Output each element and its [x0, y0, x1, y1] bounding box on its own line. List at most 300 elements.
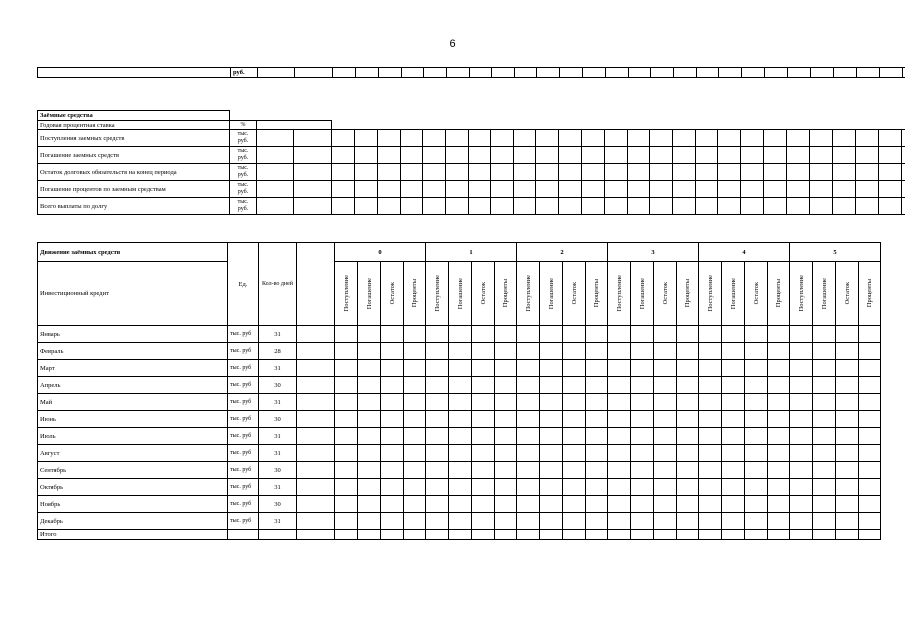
empty-cell[interactable] — [514, 181, 536, 198]
empty-cell[interactable] — [378, 164, 401, 181]
empty-cell[interactable] — [381, 496, 404, 513]
empty-cell[interactable] — [741, 147, 764, 164]
empty-cell[interactable] — [810, 181, 833, 198]
empty-cell[interactable] — [358, 428, 381, 445]
empty-cell[interactable] — [517, 462, 540, 479]
empty-cell[interactable] — [446, 198, 469, 215]
empty-cell[interactable] — [768, 343, 790, 360]
empty-cell[interactable] — [335, 496, 358, 513]
empty-cell[interactable] — [768, 360, 790, 377]
empty-cell[interactable] — [654, 428, 677, 445]
empty-cell[interactable] — [879, 198, 902, 215]
empty-cell[interactable] — [859, 394, 881, 411]
empty-cell[interactable] — [469, 198, 491, 215]
empty-cell[interactable] — [699, 326, 722, 343]
empty-cell[interactable] — [517, 479, 540, 496]
empty-cell[interactable] — [654, 479, 677, 496]
empty-cell[interactable] — [859, 462, 881, 479]
empty-cell[interactable] — [813, 496, 836, 513]
empty-cell[interactable] — [426, 428, 449, 445]
empty-cell[interactable] — [446, 130, 469, 147]
empty-cell[interactable] — [449, 360, 472, 377]
empty-cell[interactable] — [697, 68, 719, 78]
empty-cell[interactable] — [654, 496, 677, 513]
empty-cell[interactable] — [381, 428, 404, 445]
empty-cell[interactable] — [426, 462, 449, 479]
empty-cell[interactable] — [722, 343, 745, 360]
empty-cell[interactable] — [654, 530, 677, 540]
empty-cell[interactable] — [332, 130, 355, 147]
empty-cell[interactable] — [335, 377, 358, 394]
empty-cell[interactable] — [790, 343, 813, 360]
empty-cell[interactable] — [381, 445, 404, 462]
empty-cell[interactable] — [381, 479, 404, 496]
empty-cell[interactable] — [768, 479, 790, 496]
empty-cell[interactable] — [381, 326, 404, 343]
empty-cell[interactable] — [742, 68, 765, 78]
empty-cell[interactable] — [722, 445, 745, 462]
empty-cell[interactable] — [401, 147, 423, 164]
empty-cell[interactable] — [677, 479, 699, 496]
empty-cell[interactable] — [586, 462, 608, 479]
empty-cell[interactable] — [560, 68, 583, 78]
empty-cell[interactable] — [857, 68, 880, 78]
empty-cell[interactable] — [297, 394, 335, 411]
empty-cell[interactable] — [650, 147, 673, 164]
empty-cell[interactable] — [335, 411, 358, 428]
empty-cell[interactable] — [379, 68, 402, 78]
empty-cell[interactable] — [470, 68, 492, 78]
empty-cell[interactable] — [768, 377, 790, 394]
empty-cell[interactable] — [517, 496, 540, 513]
empty-cell[interactable] — [332, 181, 355, 198]
empty-cell[interactable] — [768, 530, 790, 540]
empty-cell[interactable] — [813, 411, 836, 428]
empty-cell[interactable] — [297, 513, 335, 530]
empty-cell[interactable] — [745, 530, 768, 540]
empty-cell[interactable] — [836, 343, 859, 360]
empty-cell[interactable] — [677, 343, 699, 360]
empty-cell[interactable] — [833, 130, 856, 147]
empty-cell[interactable] — [677, 428, 699, 445]
empty-cell[interactable] — [605, 147, 628, 164]
empty-cell[interactable] — [745, 428, 768, 445]
empty-cell[interactable] — [257, 130, 294, 147]
empty-cell[interactable] — [745, 513, 768, 530]
empty-cell[interactable] — [859, 530, 881, 540]
empty-cell[interactable] — [608, 462, 631, 479]
empty-cell[interactable] — [699, 411, 722, 428]
empty-cell[interactable] — [355, 198, 378, 215]
empty-cell[interactable] — [355, 164, 378, 181]
empty-cell[interactable] — [836, 445, 859, 462]
empty-cell[interactable] — [582, 147, 605, 164]
empty-cell[interactable] — [294, 198, 332, 215]
empty-cell[interactable] — [790, 462, 813, 479]
empty-cell[interactable] — [381, 343, 404, 360]
empty-cell[interactable] — [404, 479, 426, 496]
empty-cell[interactable] — [335, 513, 358, 530]
empty-cell[interactable] — [472, 428, 495, 445]
empty-cell[interactable] — [836, 360, 859, 377]
empty-cell[interactable] — [495, 513, 517, 530]
empty-cell[interactable] — [517, 428, 540, 445]
empty-cell[interactable] — [654, 513, 677, 530]
empty-cell[interactable] — [426, 343, 449, 360]
empty-cell[interactable] — [495, 394, 517, 411]
empty-cell[interactable] — [426, 360, 449, 377]
empty-cell[interactable] — [355, 130, 378, 147]
empty-cell[interactable] — [608, 513, 631, 530]
empty-cell[interactable] — [449, 343, 472, 360]
empty-cell[interactable] — [699, 343, 722, 360]
empty-cell[interactable] — [426, 513, 449, 530]
empty-cell[interactable] — [426, 394, 449, 411]
empty-cell[interactable] — [449, 411, 472, 428]
empty-cell[interactable] — [517, 377, 540, 394]
empty-cell[interactable] — [335, 428, 358, 445]
empty-cell[interactable] — [787, 181, 810, 198]
empty-cell[interactable] — [447, 68, 470, 78]
empty-cell[interactable] — [651, 68, 674, 78]
empty-cell[interactable] — [586, 411, 608, 428]
empty-cell[interactable] — [426, 445, 449, 462]
empty-cell[interactable] — [356, 68, 379, 78]
empty-cell[interactable] — [449, 326, 472, 343]
empty-cell[interactable] — [586, 360, 608, 377]
empty-cell[interactable] — [836, 479, 859, 496]
empty-cell[interactable] — [259, 530, 297, 540]
empty-cell[interactable] — [673, 198, 696, 215]
empty-cell[interactable] — [813, 462, 836, 479]
empty-cell[interactable] — [472, 496, 495, 513]
empty-cell[interactable] — [517, 394, 540, 411]
empty-cell[interactable] — [628, 164, 650, 181]
empty-cell[interactable] — [495, 496, 517, 513]
empty-cell[interactable] — [401, 130, 423, 147]
empty-cell[interactable] — [813, 513, 836, 530]
empty-cell[interactable] — [404, 462, 426, 479]
rate-value-cell[interactable] — [257, 121, 332, 130]
empty-cell[interactable] — [859, 428, 881, 445]
empty-cell[interactable] — [582, 198, 605, 215]
empty-cell[interactable] — [381, 513, 404, 530]
empty-cell[interactable] — [586, 326, 608, 343]
empty-cell[interactable] — [582, 181, 605, 198]
empty-cell[interactable] — [559, 181, 582, 198]
empty-cell[interactable] — [813, 530, 836, 540]
empty-cell[interactable] — [833, 198, 856, 215]
empty-cell[interactable] — [768, 411, 790, 428]
empty-cell[interactable] — [446, 147, 469, 164]
empty-cell[interactable] — [859, 513, 881, 530]
empty-cell[interactable] — [582, 130, 605, 147]
empty-cell[interactable] — [536, 147, 559, 164]
empty-cell[interactable] — [495, 343, 517, 360]
empty-cell[interactable] — [768, 326, 790, 343]
empty-cell[interactable] — [540, 513, 563, 530]
empty-cell[interactable] — [790, 530, 813, 540]
empty-cell[interactable] — [495, 377, 517, 394]
empty-cell[interactable] — [699, 377, 722, 394]
empty-cell[interactable] — [517, 445, 540, 462]
empty-cell[interactable] — [699, 394, 722, 411]
empty-cell[interactable] — [358, 445, 381, 462]
empty-cell[interactable] — [745, 496, 768, 513]
empty-cell[interactable] — [426, 496, 449, 513]
empty-cell[interactable] — [492, 68, 515, 78]
empty-cell[interactable] — [517, 411, 540, 428]
empty-cell[interactable] — [608, 360, 631, 377]
empty-cell[interactable] — [741, 181, 764, 198]
empty-cell[interactable] — [722, 513, 745, 530]
empty-cell[interactable] — [764, 130, 787, 147]
empty-cell[interactable] — [449, 445, 472, 462]
empty-cell[interactable] — [677, 445, 699, 462]
empty-cell[interactable] — [673, 164, 696, 181]
empty-cell[interactable] — [472, 411, 495, 428]
empty-cell[interactable] — [540, 462, 563, 479]
empty-cell[interactable] — [745, 377, 768, 394]
empty-cell[interactable] — [404, 394, 426, 411]
empty-cell[interactable] — [859, 360, 881, 377]
empty-cell[interactable] — [563, 530, 586, 540]
empty-cell[interactable] — [631, 496, 654, 513]
empty-cell[interactable] — [423, 198, 446, 215]
empty-cell[interactable] — [859, 343, 881, 360]
empty-cell[interactable] — [790, 479, 813, 496]
empty-cell[interactable] — [718, 181, 741, 198]
empty-cell[interactable] — [472, 479, 495, 496]
empty-cell[interactable] — [540, 530, 563, 540]
empty-cell[interactable] — [768, 394, 790, 411]
empty-cell[interactable] — [472, 394, 495, 411]
empty-cell[interactable] — [257, 147, 294, 164]
empty-cell[interactable] — [859, 377, 881, 394]
empty-cell[interactable] — [586, 445, 608, 462]
empty-cell[interactable] — [332, 147, 355, 164]
empty-cell[interactable] — [722, 326, 745, 343]
empty-cell[interactable] — [879, 164, 902, 181]
empty-cell[interactable] — [586, 513, 608, 530]
empty-cell[interactable] — [790, 326, 813, 343]
empty-cell[interactable] — [859, 496, 881, 513]
empty-cell[interactable] — [768, 496, 790, 513]
empty-cell[interactable] — [358, 377, 381, 394]
empty-cell[interactable] — [258, 68, 295, 78]
empty-cell[interactable] — [517, 530, 540, 540]
empty-cell[interactable] — [358, 479, 381, 496]
empty-cell[interactable] — [469, 147, 491, 164]
empty-cell[interactable] — [696, 147, 718, 164]
empty-cell[interactable] — [608, 479, 631, 496]
empty-cell[interactable] — [856, 130, 879, 147]
empty-cell[interactable] — [358, 326, 381, 343]
empty-cell[interactable] — [677, 496, 699, 513]
empty-cell[interactable] — [650, 198, 673, 215]
empty-cell[interactable] — [833, 164, 856, 181]
empty-cell[interactable] — [856, 147, 879, 164]
empty-cell[interactable] — [654, 445, 677, 462]
empty-cell[interactable] — [378, 198, 401, 215]
empty-cell[interactable] — [335, 360, 358, 377]
empty-cell[interactable] — [859, 326, 881, 343]
empty-cell[interactable] — [469, 130, 491, 147]
empty-cell[interactable] — [810, 130, 833, 147]
empty-cell[interactable] — [836, 411, 859, 428]
empty-cell[interactable] — [699, 479, 722, 496]
empty-cell[interactable] — [608, 377, 631, 394]
empty-cell[interactable] — [764, 198, 787, 215]
empty-cell[interactable] — [745, 394, 768, 411]
empty-cell[interactable] — [768, 445, 790, 462]
empty-cell[interactable] — [605, 198, 628, 215]
empty-cell[interactable] — [745, 343, 768, 360]
empty-cell[interactable] — [856, 198, 879, 215]
empty-cell[interactable] — [401, 164, 423, 181]
empty-cell[interactable] — [404, 445, 426, 462]
empty-cell[interactable] — [294, 130, 332, 147]
empty-cell[interactable] — [605, 164, 628, 181]
empty-cell[interactable] — [228, 530, 259, 540]
empty-cell[interactable] — [628, 198, 650, 215]
empty-cell[interactable] — [902, 164, 905, 181]
empty-cell[interactable] — [491, 181, 514, 198]
empty-cell[interactable] — [540, 445, 563, 462]
empty-cell[interactable] — [628, 147, 650, 164]
empty-cell[interactable] — [540, 343, 563, 360]
empty-cell[interactable] — [586, 479, 608, 496]
empty-cell[interactable] — [654, 343, 677, 360]
empty-cell[interactable] — [423, 164, 446, 181]
empty-cell[interactable] — [677, 530, 699, 540]
empty-cell[interactable] — [631, 360, 654, 377]
empty-cell[interactable] — [879, 181, 902, 198]
empty-cell[interactable] — [540, 496, 563, 513]
empty-cell[interactable] — [608, 326, 631, 343]
empty-cell[interactable] — [631, 394, 654, 411]
empty-cell[interactable] — [631, 530, 654, 540]
empty-cell[interactable] — [718, 147, 741, 164]
empty-cell[interactable] — [834, 68, 857, 78]
empty-cell[interactable] — [514, 130, 536, 147]
empty-cell[interactable] — [699, 360, 722, 377]
empty-cell[interactable] — [332, 198, 355, 215]
empty-cell[interactable] — [608, 343, 631, 360]
empty-cell[interactable] — [788, 68, 811, 78]
empty-cell[interactable] — [449, 377, 472, 394]
empty-cell[interactable] — [381, 394, 404, 411]
empty-cell[interactable] — [699, 462, 722, 479]
empty-cell[interactable] — [536, 130, 559, 147]
empty-cell[interactable] — [335, 394, 358, 411]
empty-cell[interactable] — [495, 530, 517, 540]
empty-cell[interactable] — [358, 513, 381, 530]
empty-cell[interactable] — [650, 164, 673, 181]
empty-cell[interactable] — [673, 147, 696, 164]
empty-cell[interactable] — [836, 462, 859, 479]
empty-cell[interactable] — [765, 68, 788, 78]
empty-cell[interactable] — [674, 68, 697, 78]
empty-cell[interactable] — [472, 530, 495, 540]
empty-cell[interactable] — [333, 68, 356, 78]
empty-cell[interactable] — [491, 147, 514, 164]
empty-cell[interactable] — [446, 164, 469, 181]
empty-cell[interactable] — [631, 462, 654, 479]
empty-cell[interactable] — [673, 130, 696, 147]
empty-cell[interactable] — [879, 147, 902, 164]
empty-cell[interactable] — [879, 130, 902, 147]
empty-cell[interactable] — [654, 360, 677, 377]
empty-cell[interactable] — [810, 198, 833, 215]
empty-cell[interactable] — [335, 445, 358, 462]
empty-cell[interactable] — [472, 462, 495, 479]
empty-cell[interactable] — [358, 394, 381, 411]
empty-cell[interactable] — [335, 462, 358, 479]
empty-cell[interactable] — [517, 343, 540, 360]
empty-cell[interactable] — [426, 530, 449, 540]
empty-cell[interactable] — [768, 462, 790, 479]
empty-cell[interactable] — [722, 496, 745, 513]
empty-cell[interactable] — [606, 68, 629, 78]
empty-cell[interactable] — [381, 377, 404, 394]
empty-cell[interactable] — [768, 428, 790, 445]
empty-cell[interactable] — [722, 428, 745, 445]
empty-cell[interactable] — [257, 164, 294, 181]
empty-cell[interactable] — [654, 462, 677, 479]
empty-cell[interactable] — [628, 181, 650, 198]
empty-cell[interactable] — [404, 343, 426, 360]
empty-cell[interactable] — [536, 198, 559, 215]
empty-cell[interactable] — [722, 360, 745, 377]
empty-cell[interactable] — [902, 198, 905, 215]
empty-cell[interactable] — [836, 428, 859, 445]
empty-cell[interactable] — [295, 68, 333, 78]
empty-cell[interactable] — [540, 377, 563, 394]
empty-cell[interactable] — [811, 68, 834, 78]
empty-cell[interactable] — [586, 377, 608, 394]
empty-cell[interactable] — [540, 394, 563, 411]
empty-cell[interactable] — [449, 496, 472, 513]
empty-cell[interactable] — [297, 343, 335, 360]
empty-cell[interactable] — [297, 377, 335, 394]
empty-cell[interactable] — [404, 530, 426, 540]
empty-cell[interactable] — [332, 164, 355, 181]
empty-cell[interactable] — [472, 360, 495, 377]
empty-cell[interactable] — [563, 360, 586, 377]
empty-cell[interactable] — [699, 445, 722, 462]
empty-cell[interactable] — [582, 164, 605, 181]
empty-cell[interactable] — [378, 147, 401, 164]
empty-cell[interactable] — [629, 68, 651, 78]
empty-cell[interactable] — [833, 147, 856, 164]
empty-cell[interactable] — [495, 479, 517, 496]
empty-cell[interactable] — [722, 411, 745, 428]
empty-cell[interactable] — [495, 411, 517, 428]
empty-cell[interactable] — [517, 513, 540, 530]
empty-cell[interactable] — [631, 343, 654, 360]
empty-cell[interactable] — [469, 181, 491, 198]
empty-cell[interactable] — [297, 479, 335, 496]
empty-cell[interactable] — [699, 496, 722, 513]
empty-cell[interactable] — [559, 130, 582, 147]
empty-cell[interactable] — [718, 164, 741, 181]
empty-cell[interactable] — [491, 198, 514, 215]
empty-cell[interactable] — [563, 513, 586, 530]
empty-cell[interactable] — [836, 394, 859, 411]
empty-cell[interactable] — [586, 530, 608, 540]
empty-cell[interactable] — [745, 462, 768, 479]
